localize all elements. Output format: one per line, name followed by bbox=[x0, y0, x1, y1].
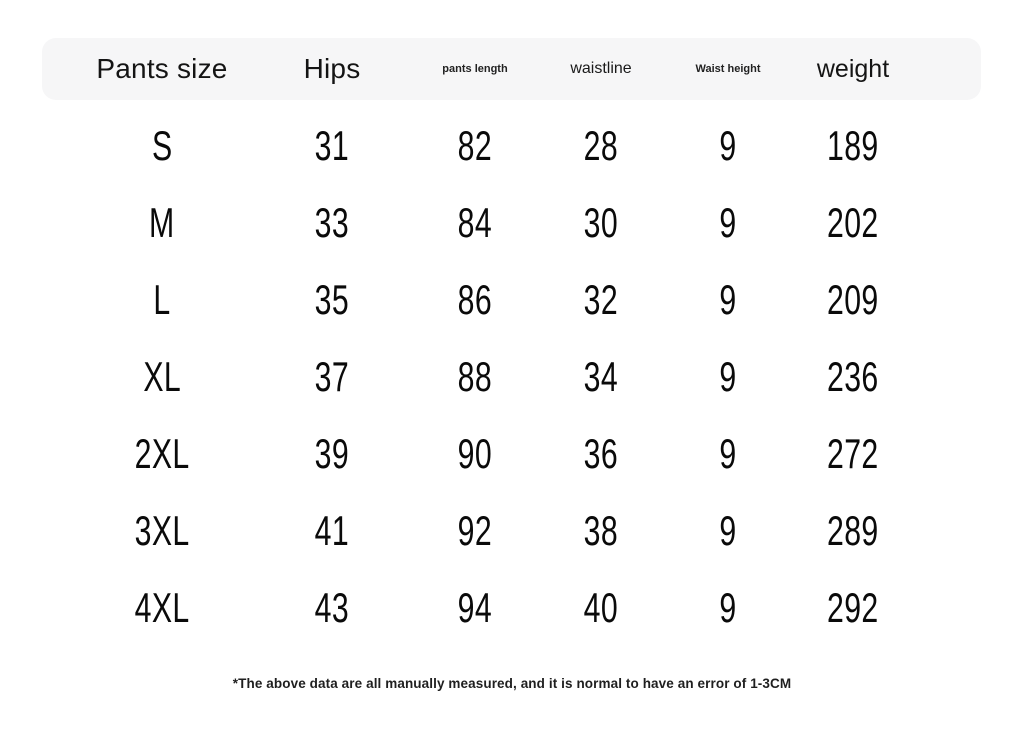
pants-length-value: 82 bbox=[457, 121, 493, 169]
size-value: XL bbox=[143, 352, 181, 400]
pants-length-value: 92 bbox=[457, 506, 493, 554]
hips-value: 41 bbox=[314, 506, 350, 554]
weight-value: 292 bbox=[827, 583, 879, 631]
cell-waist-height bbox=[634, 122, 822, 170]
table-row-m bbox=[42, 184, 981, 261]
cell-hips bbox=[282, 507, 382, 555]
hips-value: 39 bbox=[314, 429, 350, 477]
cell-waist-height bbox=[634, 353, 822, 401]
cell-size bbox=[42, 507, 282, 555]
table-body bbox=[42, 107, 981, 646]
waist-height-value: 9 bbox=[719, 583, 737, 631]
weight-value: 236 bbox=[827, 352, 879, 400]
cell-waistline bbox=[568, 276, 634, 324]
size-value: 4XL bbox=[134, 583, 190, 631]
waist-height-value: 9 bbox=[719, 506, 737, 554]
column-header-weight: weight bbox=[816, 54, 890, 83]
table-row-4xl bbox=[42, 569, 981, 646]
table-row-2xl bbox=[42, 415, 981, 492]
column-header-waistline: waistline bbox=[570, 60, 632, 77]
measurement-disclaimer: *The above data are all manually measured, and it is normal to have an error of 1-3CM bbox=[232, 676, 792, 691]
header-cell-waistline bbox=[568, 60, 634, 78]
pants-length-value: 84 bbox=[457, 198, 493, 246]
table-row-s bbox=[42, 107, 981, 184]
table-row-xl bbox=[42, 338, 981, 415]
weight-value: 272 bbox=[827, 429, 879, 477]
cell-hips bbox=[282, 430, 382, 478]
cell-hips bbox=[282, 122, 382, 170]
header-cell-pants-size bbox=[42, 53, 282, 85]
header-cell-waist-height bbox=[634, 63, 822, 75]
pants-length-value: 88 bbox=[457, 352, 493, 400]
cell-hips bbox=[282, 584, 382, 632]
column-header-pants-size: Pants size bbox=[96, 53, 228, 84]
cell-weight bbox=[822, 276, 884, 324]
cell-size bbox=[42, 353, 282, 401]
header-cell-weight bbox=[816, 54, 890, 84]
cell-pants-length bbox=[382, 507, 568, 555]
cell-weight bbox=[822, 507, 884, 555]
cell-waist-height bbox=[634, 199, 822, 247]
waist-height-value: 9 bbox=[719, 121, 737, 169]
weight-value: 289 bbox=[827, 506, 879, 554]
pants-length-value: 86 bbox=[457, 275, 493, 323]
cell-waistline bbox=[568, 122, 634, 170]
hips-value: 37 bbox=[314, 352, 350, 400]
cell-waistline bbox=[568, 584, 634, 632]
cell-waist-height bbox=[634, 507, 822, 555]
cell-size bbox=[42, 276, 282, 324]
cell-waistline bbox=[568, 430, 634, 478]
cell-pants-length bbox=[382, 122, 568, 170]
hips-value: 43 bbox=[314, 583, 350, 631]
hips-value: 33 bbox=[314, 198, 350, 246]
cell-size bbox=[42, 430, 282, 478]
cell-waistline bbox=[568, 353, 634, 401]
cell-pants-length bbox=[382, 276, 568, 324]
cell-weight bbox=[822, 584, 884, 632]
waist-height-value: 9 bbox=[719, 198, 737, 246]
weight-value: 209 bbox=[827, 275, 879, 323]
pants-length-value: 90 bbox=[457, 429, 493, 477]
waistline-value: 32 bbox=[583, 275, 619, 323]
waistline-value: 34 bbox=[583, 352, 619, 400]
cell-weight bbox=[822, 199, 884, 247]
cell-waist-height bbox=[634, 584, 822, 632]
size-value: 3XL bbox=[134, 506, 190, 554]
cell-waist-height bbox=[634, 276, 822, 324]
hips-value: 31 bbox=[314, 121, 350, 169]
table-header bbox=[42, 38, 981, 100]
cell-waistline bbox=[568, 199, 634, 247]
size-value: S bbox=[151, 121, 173, 169]
cell-size bbox=[42, 122, 282, 170]
cell-size bbox=[42, 584, 282, 632]
waist-height-value: 9 bbox=[719, 429, 737, 477]
column-header-hips: Hips bbox=[303, 53, 361, 84]
table-row-l bbox=[42, 261, 981, 338]
waistline-value: 36 bbox=[583, 429, 619, 477]
waist-height-value: 9 bbox=[719, 275, 737, 323]
hips-value: 35 bbox=[314, 275, 350, 323]
pants-length-value: 94 bbox=[457, 583, 493, 631]
cell-pants-length bbox=[382, 430, 568, 478]
weight-value: 202 bbox=[827, 198, 879, 246]
waistline-value: 38 bbox=[583, 506, 619, 554]
cell-pants-length bbox=[382, 353, 568, 401]
cell-weight bbox=[822, 430, 884, 478]
cell-waist-height bbox=[634, 430, 822, 478]
weight-value: 189 bbox=[827, 121, 879, 169]
cell-hips bbox=[282, 353, 382, 401]
waistline-value: 30 bbox=[583, 198, 619, 246]
table-row-3xl bbox=[42, 492, 981, 569]
column-header-waist-height: Waist height bbox=[695, 63, 761, 75]
column-header-pants-length: pants length bbox=[442, 63, 508, 75]
waist-height-value: 9 bbox=[719, 352, 737, 400]
cell-weight bbox=[822, 353, 884, 401]
header-cell-hips bbox=[282, 53, 382, 85]
cell-waistline bbox=[568, 507, 634, 555]
cell-pants-length bbox=[382, 584, 568, 632]
waistline-value: 40 bbox=[583, 583, 619, 631]
cell-weight bbox=[822, 122, 884, 170]
waistline-value: 28 bbox=[583, 121, 619, 169]
cell-pants-length bbox=[382, 199, 568, 247]
cell-hips bbox=[282, 199, 382, 247]
cell-hips bbox=[282, 276, 382, 324]
header-cell-pants-length bbox=[382, 63, 568, 75]
cell-size bbox=[42, 199, 282, 247]
size-value: 2XL bbox=[134, 429, 190, 477]
size-value: L bbox=[153, 275, 171, 323]
size-value: M bbox=[149, 198, 175, 246]
